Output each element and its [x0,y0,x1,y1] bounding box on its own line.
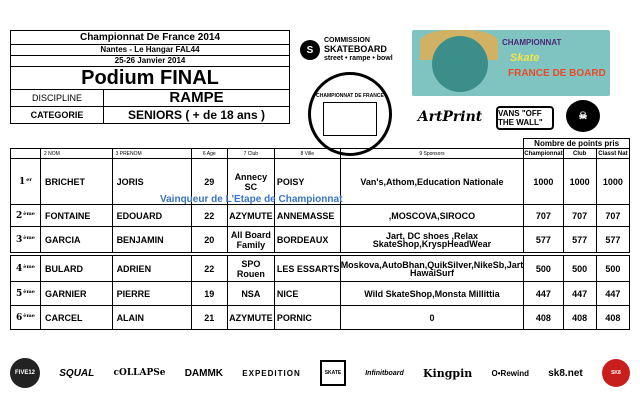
prenom-cell: EDOUARD [112,205,191,227]
ville-cell: BORDEAUX [274,227,340,253]
col-club: 7 Club [227,149,274,159]
squal-logo: SQUAL [59,367,95,379]
prenom-cell: BENJAMIN [112,227,191,253]
table-row [11,227,630,253]
commission-line1: COMMISSION [324,37,370,44]
col-prenom: 3 PRENOM [112,149,191,159]
ville-cell: ANNEMASSE [274,205,340,227]
rank-suffix: ème [23,210,35,217]
rank-number: 6 [16,312,23,323]
age-cell: 22 [191,256,227,282]
rank-number: 2 [16,210,23,221]
club-cell: All Board Family [227,227,274,253]
rank-suffix: er [26,176,33,183]
ville-cell: POISY [274,159,340,205]
nom-cell: BULARD [41,256,113,282]
club-pts-cell: 408 [563,306,596,330]
championnat-cell: 500 [524,256,563,282]
age-cell: 29 [191,159,227,205]
commission-line2: SKATEBOARD [324,44,387,54]
col-nat: Classt Nat [598,150,628,157]
sponsors-cell: Jart, DC shoes ,Relax SkateShop,KryspHeadWear [340,227,524,253]
nat-cell: 1000 [596,159,629,205]
nom-cell: FONTAINE [41,205,113,227]
poster-line3: FRANCE DE BOARD [508,68,606,79]
commission-badge-icon: S [300,40,320,60]
col-club-pts: Club [563,149,596,159]
red-circle-logo-icon: SK8 [602,359,630,387]
points-header-row [11,139,630,149]
rank-suffix: ème [23,263,35,270]
age-cell: 21 [191,306,227,330]
ville-cell: PORNIC [274,306,340,330]
expedition-logo: EXPEDITION [242,368,301,378]
championnat-cell: 1000 [524,159,563,205]
poster-line1: CHAMPIONNAT [502,38,562,47]
championnat-cell: 447 [524,282,563,306]
nat-cell: 577 [596,227,629,253]
nat-cell: 500 [596,256,629,282]
age-cell: 20 [191,227,227,253]
owl-logo-icon: FIVE12 [10,358,40,388]
commission-skateboard-logo [300,36,400,64]
discipline-label: DISCIPLINE [11,90,104,106]
event-dates: 25-26 Janvier 2014 [11,56,289,67]
rank-suffix: ème [23,288,35,295]
artprint-logo: ArtPrint [417,109,483,125]
col-sponsors: 9 Sponsors [340,149,524,159]
nom-cell: CARCEL [41,306,113,330]
vans-logo: VANS "OFF THE WALL" [496,106,554,130]
club-pts-cell: 1000 [563,159,596,205]
club-pts-cell: 577 [563,227,596,253]
col-age: 6 Age [191,149,227,159]
col-nom: 2 NOM [41,149,113,159]
club-pts-cell: 447 [563,282,596,306]
rank-number: 1 [18,176,26,187]
sponsors-cell: Van's,Athom,Education Nationale [340,159,524,205]
seal-building-icon [323,102,377,136]
podium-title: Podium FINAL [11,67,289,90]
col-championnat: Championnat [524,150,563,157]
club-cell: SPO Rouen [227,256,274,282]
rank-suffix: ème [23,234,35,241]
column-header-row [11,149,630,159]
nom-cell: BRICHET [41,159,113,205]
table-row [11,282,630,306]
club-cell: Annecy SC [227,159,274,205]
categorie-row [11,107,289,123]
nat-cell: 408 [596,306,629,330]
results-table [10,138,630,330]
rank-number: 4 [16,263,23,274]
age-cell: 22 [191,205,227,227]
sponsors-cell: Moskova,AutoBhan,QuikSilver,NikeSb,Jart HawaiSurf [340,256,524,282]
table-row [11,306,630,330]
club-pts-cell: 707 [563,205,596,227]
championnat-cell: 577 [524,227,563,253]
nat-cell: 707 [596,205,629,227]
age-cell: 19 [191,282,227,306]
discipline-row [11,90,289,107]
poster-face-icon [432,36,488,92]
nom-cell: GARNIER [41,282,113,306]
sponsors-cell: Wild SkateShop,Monsta Millittia [340,282,524,306]
rank-number: 3 [16,234,23,245]
event-poster [412,30,610,96]
rewind-logo: O•Rewind [491,368,529,378]
infinitboard-logo: Infinitboard [365,369,404,377]
championnat-cell: 707 [524,205,563,227]
prenom-cell: ALAIN [112,306,191,330]
club-pts-cell: 500 [563,256,596,282]
sponsors-cell: 0 [340,306,524,330]
col-ville: 8 Ville [274,149,340,159]
prenom-cell: JORIS [112,159,191,205]
discipline-value: RAMPE [169,89,224,106]
sk8net-logo: sk8.net [548,367,583,379]
table-row [11,205,630,227]
championnat-cell: 408 [524,306,563,330]
event-info-box [10,30,290,124]
ville-cell: NICE [274,282,340,306]
event-title: Championnat De France 2014 [11,31,289,45]
categorie-value: SENIORS ( + de 18 ans ) [127,108,266,122]
club-cell: NSA [227,282,274,306]
seal-text: CHAMPIONNAT DE FRANCE [316,92,384,99]
rank-number: 5 [16,288,23,299]
nom-cell: GARCIA [41,227,113,253]
prenom-cell: ADRIEN [112,256,191,282]
collapse-logo: cOLLAPSe [113,368,166,378]
skull-logo-icon: ☠ [566,100,600,132]
points-header: Nombre de points pris [524,139,630,149]
categorie-label: CATEGORIE [11,107,104,123]
ville-cell: LES ESSARTS [274,256,340,282]
commission-line3: street • rampe • bowl [324,55,393,62]
sponsors-cell: ,MOSCOVA,SIROCO [340,205,524,227]
prenom-cell: PIERRE [112,282,191,306]
club-cell: AZYMUTE [227,306,274,330]
poster-line2: Skate [510,52,540,64]
dammk-logo: DAMMK [184,367,224,379]
event-location: Nantes - Le Hangar FAL44 [11,45,289,56]
sponsor-logo-bar [10,355,630,391]
winner-note: Vainqueur de L'Etape de Championnat [160,194,343,205]
square-logo-icon: SKATE [320,360,346,386]
table-row [11,256,630,282]
nat-cell: 447 [596,282,629,306]
club-cell: AZYMUTE [227,205,274,227]
kingpin-logo: Kingpin [422,366,473,380]
rank-suffix: ème [23,312,35,319]
